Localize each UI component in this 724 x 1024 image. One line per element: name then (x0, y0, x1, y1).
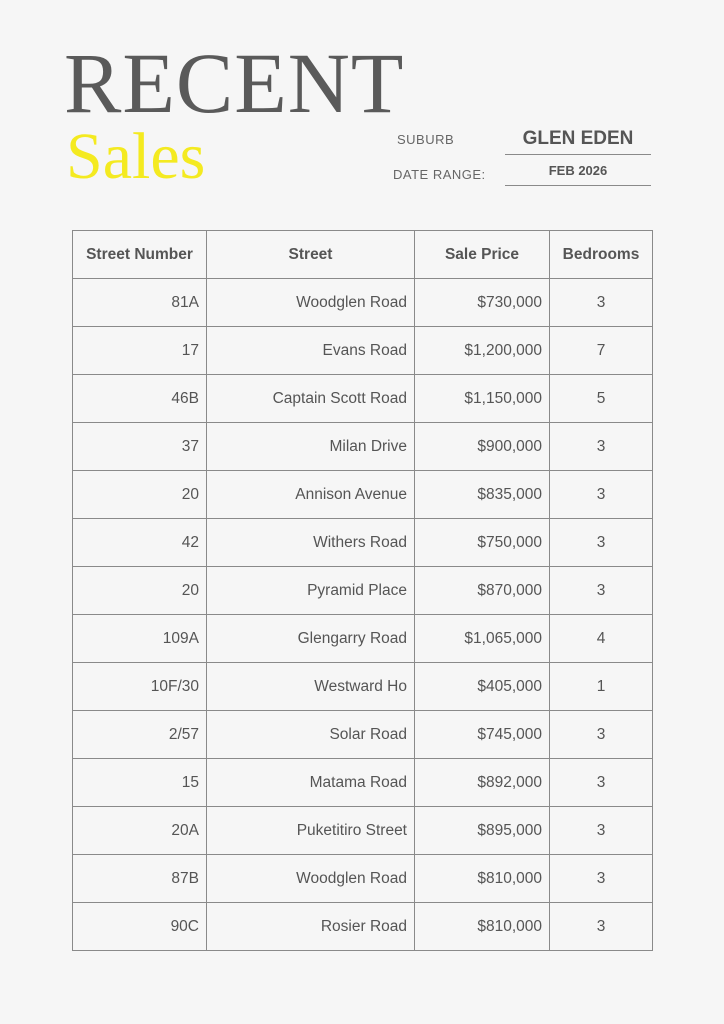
cell-street: Captain Scott Road (207, 375, 415, 423)
page-title: RECENT (64, 35, 405, 131)
cell-street: Woodglen Road (207, 855, 415, 903)
cell-bedrooms: 3 (550, 567, 653, 615)
table-row (73, 471, 653, 519)
cell-street-number: 37 (73, 423, 207, 471)
table-row (73, 567, 653, 615)
cell-bedrooms: 3 (550, 807, 653, 855)
cell-street: Rosier Road (207, 903, 415, 951)
page-subtitle: Sales (66, 120, 206, 193)
sales-table-body (73, 279, 653, 951)
cell-sale-price: $1,150,000 (415, 375, 550, 423)
cell-bedrooms: 1 (550, 663, 653, 711)
date-range-label: DATE RANGE: (393, 167, 486, 182)
cell-sale-price: $835,000 (415, 471, 550, 519)
table-row (73, 855, 653, 903)
cell-bedrooms: 3 (550, 471, 653, 519)
cell-bedrooms: 3 (550, 903, 653, 951)
column-header-bedrooms: Bedrooms (550, 231, 653, 279)
cell-sale-price: $810,000 (415, 903, 550, 951)
cell-street-number: 2/57 (73, 711, 207, 759)
cell-street: Woodglen Road (207, 279, 415, 327)
cell-street: Matama Road (207, 759, 415, 807)
sales-table-header (73, 231, 653, 279)
cell-street: Puketitiro Street (207, 807, 415, 855)
table-row (73, 423, 653, 471)
table-row (73, 711, 653, 759)
table-row (73, 759, 653, 807)
cell-bedrooms: 3 (550, 279, 653, 327)
column-header-street-number: Street Number (73, 231, 207, 279)
cell-street-number: 10F/30 (73, 663, 207, 711)
cell-street-number: 109A (73, 615, 207, 663)
cell-street: Westward Ho (207, 663, 415, 711)
table-row (73, 327, 653, 375)
sales-table (72, 230, 653, 951)
cell-street-number: 46B (73, 375, 207, 423)
cell-street: Evans Road (207, 327, 415, 375)
suburb-label: SUBURB (397, 132, 455, 147)
suburb-value: GLEN EDEN (505, 126, 651, 155)
table-row (73, 375, 653, 423)
cell-street: Pyramid Place (207, 567, 415, 615)
cell-sale-price: $745,000 (415, 711, 550, 759)
cell-street: Glengarry Road (207, 615, 415, 663)
cell-street-number: 42 (73, 519, 207, 567)
cell-sale-price: $870,000 (415, 567, 550, 615)
cell-street: Withers Road (207, 519, 415, 567)
cell-sale-price: $405,000 (415, 663, 550, 711)
cell-street-number: 90C (73, 903, 207, 951)
cell-street-number: 20 (73, 471, 207, 519)
date-range-value: FEB 2026 (505, 160, 651, 186)
cell-street: Annison Avenue (207, 471, 415, 519)
cell-bedrooms: 7 (550, 327, 653, 375)
cell-sale-price: $892,000 (415, 759, 550, 807)
cell-bedrooms: 3 (550, 759, 653, 807)
cell-street-number: 15 (73, 759, 207, 807)
table-row (73, 663, 653, 711)
cell-sale-price: $730,000 (415, 279, 550, 327)
column-header-street: Street (207, 231, 415, 279)
table-row (73, 807, 653, 855)
cell-bedrooms: 5 (550, 375, 653, 423)
cell-street-number: 20A (73, 807, 207, 855)
header-row (73, 231, 653, 279)
cell-street: Solar Road (207, 711, 415, 759)
table-row (73, 903, 653, 951)
table-row (73, 519, 653, 567)
column-header-sale-price: Sale Price (415, 231, 550, 279)
cell-bedrooms: 3 (550, 519, 653, 567)
cell-street-number: 87B (73, 855, 207, 903)
cell-bedrooms: 3 (550, 711, 653, 759)
cell-sale-price: $810,000 (415, 855, 550, 903)
cell-sale-price: $895,000 (415, 807, 550, 855)
cell-bedrooms: 4 (550, 615, 653, 663)
cell-sale-price: $1,065,000 (415, 615, 550, 663)
cell-street-number: 17 (73, 327, 207, 375)
cell-sale-price: $900,000 (415, 423, 550, 471)
table-row (73, 279, 653, 327)
cell-bedrooms: 3 (550, 423, 653, 471)
cell-sale-price: $750,000 (415, 519, 550, 567)
cell-street-number: 81A (73, 279, 207, 327)
cell-street: Milan Drive (207, 423, 415, 471)
table-row (73, 615, 653, 663)
cell-street-number: 20 (73, 567, 207, 615)
cell-sale-price: $1,200,000 (415, 327, 550, 375)
cell-bedrooms: 3 (550, 855, 653, 903)
